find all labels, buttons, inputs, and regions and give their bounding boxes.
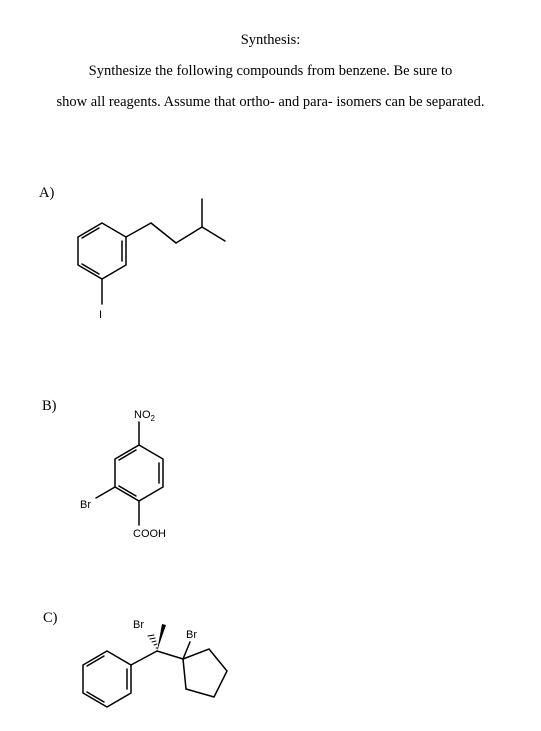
solid-wedge-bond (157, 624, 166, 651)
hashed-wedge-bond (148, 635, 158, 648)
cyclopentane-ring (183, 649, 227, 697)
page-title: Synthesis: (240, 32, 301, 48)
problem-c-label: C) (43, 610, 58, 626)
benzene-ring-c (83, 651, 131, 707)
carboxyl-group: COOH (133, 528, 166, 540)
instructions-line-1: Synthesize the following compounds from benzene. Be sure to (88, 63, 453, 79)
nitro-subscript: 2 (150, 414, 155, 423)
problem-b-label: B) (42, 398, 57, 414)
instructions-line-2: show all reagents. Assume that ortho- and para- isomers can be separated. (56, 94, 485, 110)
iodine-atom: I (99, 309, 103, 321)
bromine-atom-1: Br (133, 619, 144, 631)
bromine-atom-2: Br (186, 629, 197, 641)
problem-a-label: A) (39, 185, 55, 201)
nitro-label: NO (134, 409, 151, 421)
bromine-atom: Br (80, 499, 91, 511)
